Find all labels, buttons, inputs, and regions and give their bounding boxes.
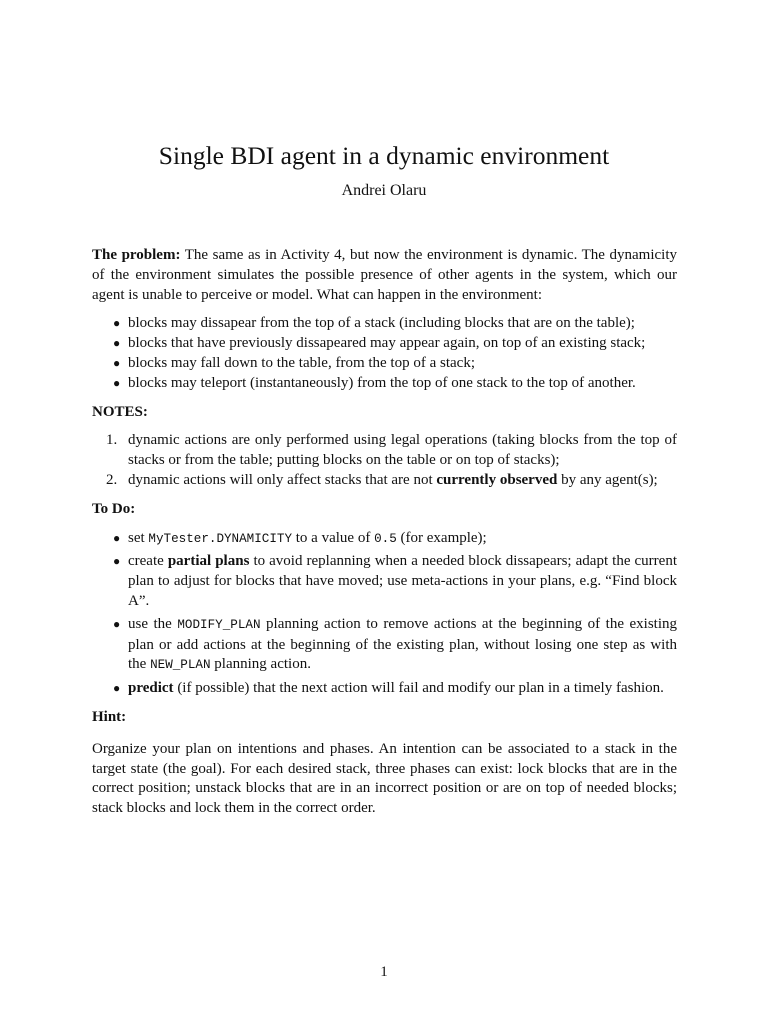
list-item-text: planning action to remove actions at the beginning of the existing plan or add actions at the beginning of the existing plan, without losing one step as with the [128, 615, 677, 673]
todo-heading: To Do: [92, 500, 136, 517]
bullet-icon: ● [113, 554, 121, 569]
list-item [92, 431, 677, 471]
bullet-icon: ● [113, 316, 121, 331]
emphasis-text: partial plans [167, 553, 250, 570]
list-number: 2. [106, 471, 118, 488]
code-text: 0.5 [374, 531, 397, 546]
problem-bullet-list [92, 314, 677, 393]
list-item-text: use the [128, 615, 178, 632]
list-item [92, 615, 677, 676]
list-item [92, 314, 677, 334]
list-item-text: dynamic actions are only performed using legal operations (taking blocks from the top of stacks or from the table; putting blocks on the table or on top of stacks); [128, 432, 677, 469]
list-item [92, 679, 677, 699]
list-item-text: blocks may teleport (instantaneously) from the top of one stack to the top of another. [128, 374, 636, 391]
list-item [92, 354, 677, 374]
bullet-icon: ● [113, 616, 121, 631]
list-item-text: by any agent(s); [557, 471, 658, 488]
notes-heading: NOTES: [92, 403, 148, 420]
list-item [92, 552, 677, 611]
bullet-icon: ● [113, 530, 121, 545]
page-number: 1 [380, 964, 388, 980]
list-item-text: (for example); [396, 529, 487, 546]
problem-heading: The problem: [92, 247, 181, 263]
list-item [92, 374, 677, 394]
document-author: Andrei Olaru [341, 182, 427, 199]
hint-paragraph: Organize your plan on intentions and phases. An intention can be associated to a stack in the target state (the goal). For each desired stack, three phases can exist: lock blocks that are in the correct position; unstack blocks that are in an incorrect position or are on top of needed blocks; stack blocks and lock them in the correct order. [92, 740, 677, 817]
emphasis-text: currently observed [436, 471, 558, 488]
list-item-text: create [128, 553, 168, 570]
list-item-text: blocks that have previously dissapeared may appear again, on top of an existing stack; [128, 335, 646, 352]
list-item-text: planning action. [210, 656, 311, 673]
bullet-icon: ● [113, 355, 121, 370]
emphasis-text: predict [128, 680, 174, 697]
problem-text: The same as in Activity 4, but now the environment is dynamic. The dynamicity of the environment simulates the possible presence of other agents in the system, which our agent is unable to perceive or model. What can happen in the environment: [92, 247, 677, 303]
list-item [92, 529, 677, 550]
notes-numbered-list [92, 431, 677, 490]
list-item-text: blocks may fall down to the table, from the top of a stack; [128, 354, 475, 371]
list-item-text: set [128, 529, 149, 546]
bullet-icon: ● [113, 336, 121, 351]
problem-paragraph [92, 246, 677, 305]
list-item-text: to avoid replanning when a needed block dissapears; adapt the current plan to adjust for blocks that have moved; use meta-actions in your plans, e.g. “Find block A”. [128, 553, 677, 609]
document-body [92, 246, 677, 819]
code-text: NEW_PLAN [150, 658, 211, 673]
list-item [92, 334, 677, 354]
code-text: MODIFY_PLAN [177, 617, 261, 632]
list-item-text: to a value of [292, 529, 375, 546]
list-item [92, 471, 677, 491]
todo-bullet-list [92, 529, 677, 699]
document-title: Single BDI agent in a dynamic environment [158, 141, 610, 170]
hint-heading: Hint: [92, 708, 127, 725]
bullet-icon: ● [113, 375, 121, 390]
code-text: MyTester.DYNAMICITY [148, 531, 293, 546]
list-item-text: (if possible) that the next action will fail and modify our plan in a timely fashion. [173, 680, 664, 697]
list-item-text: blocks may dissapear from the top of a stack (including blocks that are on the table); [128, 315, 635, 332]
bullet-icon: ● [113, 681, 121, 696]
list-number: 1. [106, 432, 118, 449]
list-item-text: dynamic actions will only affect stacks that are not [128, 471, 437, 488]
